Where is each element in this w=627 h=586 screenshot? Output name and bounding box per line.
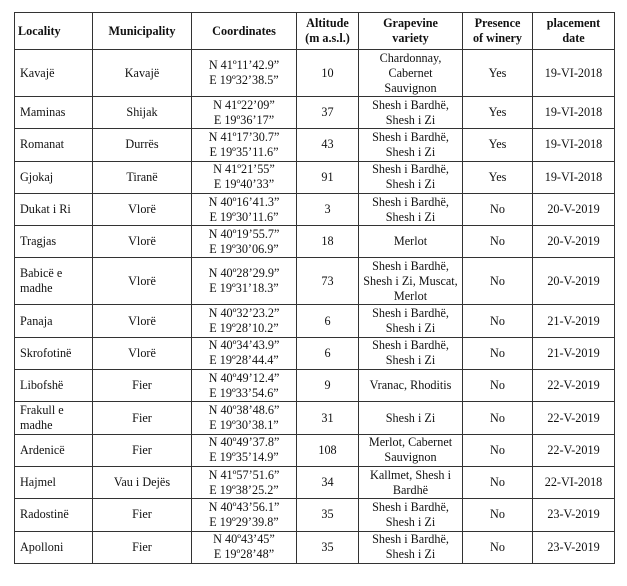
cell-presence-of-winery: Yes — [463, 161, 533, 193]
coordinate-longitude: E 19º40’33” — [213, 177, 275, 192]
coordinate-longitude: E 19º29’39.8” — [209, 514, 279, 529]
coordinate-latitude: N 40º16’41.3” — [208, 194, 280, 209]
cell-coordinates — [192, 402, 297, 434]
header-municipality: Municipality — [93, 13, 192, 50]
coordinate-latitude: N 41º22’09” — [213, 97, 275, 112]
cell-grapevine-variety: Shesh i Bardhë, Shesh i Zi — [359, 305, 463, 337]
coordinate-latitude: N 40º32’23.2” — [208, 306, 280, 321]
cell-presence-of-winery: Yes — [463, 97, 533, 129]
cell-grapevine-variety: Shesh i Bardhë, Shesh i Zi — [359, 161, 463, 193]
cell-presence-of-winery: No — [463, 337, 533, 369]
coordinate-latitude: N 40º34’43.9” — [208, 338, 280, 353]
cell-altitude: 108 — [297, 434, 359, 466]
coordinate-longitude: E 19º38’25.2” — [209, 482, 279, 497]
cell-locality: Skrofotinë — [15, 337, 93, 369]
cell-grapevine-variety: Shesh i Zi — [359, 402, 463, 434]
cell-presence-of-winery: No — [463, 499, 533, 531]
cell-altitude: 3 — [297, 193, 359, 225]
cell-municipality: Tiranë — [93, 161, 192, 193]
cell-presence-of-winery: Yes — [463, 129, 533, 161]
cell-coordinates — [192, 161, 297, 193]
coordinate-latitude: N 40º38’48.6” — [208, 403, 280, 418]
cell-municipality: Vlorë — [93, 337, 192, 369]
cell-municipality: Fier — [93, 499, 192, 531]
cell-coordinates — [192, 434, 297, 466]
coordinate-longitude: E 19º30’06.9” — [209, 241, 279, 256]
cell-coordinates — [192, 226, 297, 258]
cell-placement-date: 20-V-2019 — [533, 193, 615, 225]
table-row — [15, 193, 615, 225]
coordinate-latitude: N 41º57’51.6” — [208, 467, 280, 482]
cell-altitude: 10 — [297, 50, 359, 97]
cell-municipality: Fier — [93, 531, 192, 563]
coordinate-latitude: N 40º19’55.7” — [208, 226, 280, 241]
cell-placement-date: 19-VI-2018 — [533, 97, 615, 129]
cell-coordinates — [192, 531, 297, 563]
cell-locality: Dukat i Ri — [15, 193, 93, 225]
cell-altitude: 31 — [297, 402, 359, 434]
coordinate-latitude: N 40º43’45” — [213, 532, 275, 547]
coordinate-latitude: N 41º17’30.7” — [208, 129, 280, 144]
header-locality: Locality — [15, 13, 93, 50]
cell-locality: Hajmel — [15, 466, 93, 498]
table-row — [15, 161, 615, 193]
cell-grapevine-variety: Shesh i Bardhë, Shesh i Zi, Muscat, Merlot — [359, 258, 463, 305]
cell-altitude: 6 — [297, 305, 359, 337]
header-grapevine-variety: Grapevine variety — [359, 13, 463, 50]
coordinate-longitude: E 19º30’38.1” — [209, 418, 279, 433]
cell-coordinates — [192, 97, 297, 129]
cell-presence-of-winery: No — [463, 466, 533, 498]
coordinate-longitude: E 19º35’11.6” — [209, 144, 279, 159]
cell-coordinates — [192, 129, 297, 161]
coordinate-longitude: E 19º30’11.6” — [209, 209, 279, 224]
header-altitude: Altitude (m a.s.l.) — [297, 13, 359, 50]
cell-municipality: Durrës — [93, 129, 192, 161]
cell-locality: Apolloni — [15, 531, 93, 563]
header-placement-date: placement date — [533, 13, 615, 50]
cell-locality: Tragjas — [15, 226, 93, 258]
cell-coordinates — [192, 50, 297, 97]
coordinate-longitude: E 19º36’17” — [213, 112, 275, 127]
coordinate-latitude: N 40º49’37.8” — [208, 435, 280, 450]
cell-presence-of-winery: No — [463, 434, 533, 466]
coordinate-longitude: E 19º35’14.9” — [209, 450, 279, 465]
cell-altitude: 35 — [297, 531, 359, 563]
cell-placement-date: 19-VI-2018 — [533, 50, 615, 97]
table-row — [15, 226, 615, 258]
cell-placement-date: 20-V-2019 — [533, 226, 615, 258]
cell-grapevine-variety: Chardonnay, Cabernet Sauvignon — [359, 50, 463, 97]
cell-placement-date: 22-V-2019 — [533, 370, 615, 402]
cell-municipality: Fier — [93, 370, 192, 402]
cell-placement-date: 22-V-2019 — [533, 402, 615, 434]
coordinate-latitude: N 40º43’56.1” — [208, 499, 280, 514]
table-row — [15, 305, 615, 337]
cell-locality: Babicë e madhe — [15, 258, 93, 305]
cell-presence-of-winery: No — [463, 305, 533, 337]
cell-grapevine-variety: Shesh i Bardhë, Shesh i Zi — [359, 97, 463, 129]
table-row — [15, 434, 615, 466]
coordinate-latitude: N 41º21’55” — [213, 162, 275, 177]
cell-municipality: Shijak — [93, 97, 192, 129]
cell-presence-of-winery: No — [463, 226, 533, 258]
cell-presence-of-winery: No — [463, 370, 533, 402]
cell-coordinates — [192, 337, 297, 369]
cell-placement-date: 23-V-2019 — [533, 531, 615, 563]
cell-coordinates — [192, 466, 297, 498]
cell-municipality: Vlorë — [93, 226, 192, 258]
cell-locality: Maminas — [15, 97, 93, 129]
cell-locality: Frakull e madhe — [15, 402, 93, 434]
header-coordinates: Coordinates — [192, 13, 297, 50]
cell-grapevine-variety: Shesh i Bardhë, Shesh i Zi — [359, 193, 463, 225]
cell-locality: Kavajë — [15, 50, 93, 97]
cell-placement-date: 21-V-2019 — [533, 305, 615, 337]
table-row — [15, 97, 615, 129]
coordinate-longitude: E 19º33’54.6” — [209, 385, 279, 400]
cell-grapevine-variety: Shesh i Bardhë, Shesh i Zi — [359, 531, 463, 563]
cell-altitude: 6 — [297, 337, 359, 369]
cell-coordinates — [192, 305, 297, 337]
coordinate-latitude: N 40º49’12.4” — [208, 370, 280, 385]
cell-grapevine-variety: Merlot, Cabernet Sauvignon — [359, 434, 463, 466]
cell-altitude: 43 — [297, 129, 359, 161]
cell-presence-of-winery: No — [463, 531, 533, 563]
coordinate-longitude: E 19º28’48” — [213, 547, 275, 562]
cell-municipality: Fier — [93, 434, 192, 466]
cell-altitude: 37 — [297, 97, 359, 129]
coordinate-latitude: N 40º28’29.9” — [208, 266, 280, 281]
cell-municipality: Vlorë — [93, 193, 192, 225]
table-row — [15, 466, 615, 498]
header-presence-of-winery: Presence of winery — [463, 13, 533, 50]
cell-grapevine-variety: Merlot — [359, 226, 463, 258]
cell-altitude: 18 — [297, 226, 359, 258]
cell-placement-date: 21-V-2019 — [533, 337, 615, 369]
cell-grapevine-variety: Vranac, Rhoditis — [359, 370, 463, 402]
cell-presence-of-winery: Yes — [463, 50, 533, 97]
cell-altitude: 73 — [297, 258, 359, 305]
cell-altitude: 9 — [297, 370, 359, 402]
cell-coordinates — [192, 370, 297, 402]
cell-coordinates — [192, 258, 297, 305]
cell-placement-date: 19-VI-2018 — [533, 129, 615, 161]
cell-presence-of-winery: No — [463, 193, 533, 225]
coordinate-longitude: E 19º28’44.4” — [209, 353, 279, 368]
table-row — [15, 402, 615, 434]
cell-coordinates — [192, 193, 297, 225]
cell-municipality: Kavajë — [93, 50, 192, 97]
cell-locality: Romanat — [15, 129, 93, 161]
cell-altitude: 34 — [297, 466, 359, 498]
table-row — [15, 258, 615, 305]
cell-presence-of-winery: No — [463, 258, 533, 305]
cell-municipality: Vlorë — [93, 305, 192, 337]
table-row — [15, 337, 615, 369]
cell-placement-date: 23-V-2019 — [533, 499, 615, 531]
coordinate-longitude: E 19º31’18.3” — [209, 281, 279, 296]
cell-municipality: Vau i Dejës — [93, 466, 192, 498]
cell-placement-date: 19-VI-2018 — [533, 161, 615, 193]
cell-grapevine-variety: Shesh i Bardhë, Shesh i Zi — [359, 499, 463, 531]
coordinate-longitude: E 19º28’10.2” — [209, 321, 279, 336]
cell-grapevine-variety: Shesh i Bardhë, Shesh i Zi — [359, 337, 463, 369]
cell-altitude: 91 — [297, 161, 359, 193]
sampling-sites-table — [14, 12, 615, 564]
cell-municipality: Fier — [93, 402, 192, 434]
table-body — [15, 50, 615, 564]
cell-grapevine-variety: Shesh i Bardhë, Shesh i Zi — [359, 129, 463, 161]
table-row — [15, 370, 615, 402]
coordinate-longitude: E 19º32’38.5” — [209, 73, 279, 87]
cell-locality: Panaja — [15, 305, 93, 337]
table-row — [15, 129, 615, 161]
cell-altitude: 35 — [297, 499, 359, 531]
cell-placement-date: 22-VI-2018 — [533, 466, 615, 498]
cell-placement-date: 22-V-2019 — [533, 434, 615, 466]
cell-locality: Gjokaj — [15, 161, 93, 193]
cell-coordinates — [192, 499, 297, 531]
cell-locality: Libofshë — [15, 370, 93, 402]
header-row — [15, 13, 615, 50]
cell-grapevine-variety: Kallmet, Shesh i Bardhë — [359, 466, 463, 498]
cell-presence-of-winery: No — [463, 402, 533, 434]
table-row — [15, 531, 615, 563]
coordinate-latitude: N 41º11’42.9” — [208, 58, 280, 72]
cell-locality: Radostinë — [15, 499, 93, 531]
cell-municipality: Vlorë — [93, 258, 192, 305]
cell-locality: Ardenicë — [15, 434, 93, 466]
cell-placement-date: 20-V-2019 — [533, 258, 615, 305]
table-row — [15, 50, 615, 97]
table-row — [15, 499, 615, 531]
